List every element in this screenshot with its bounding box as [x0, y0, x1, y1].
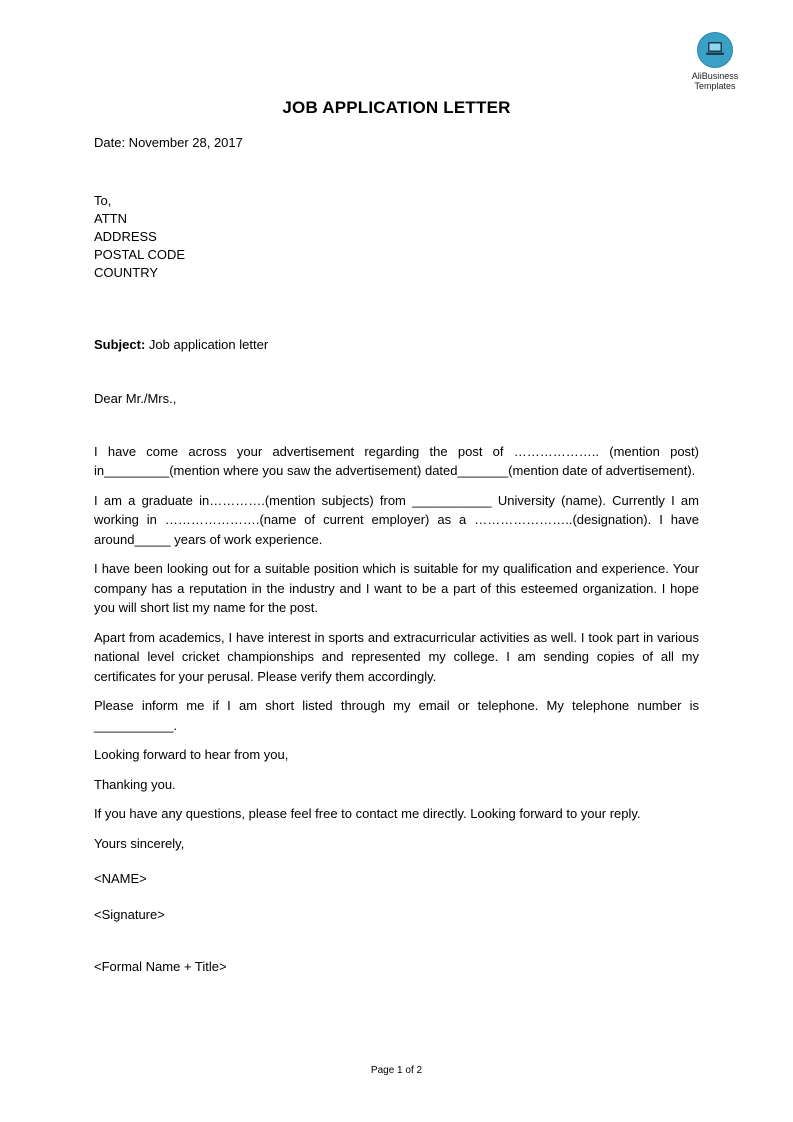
address-line: POSTAL CODE [94, 246, 186, 262]
closing-line: Yours sincerely, [94, 835, 185, 851]
closing-line: Thanking you. [94, 776, 176, 792]
laptop-icon [697, 32, 733, 68]
closing-line: Looking forward to hear from you, [94, 747, 289, 762]
letter-body [94, 133, 699, 977]
sender-signature: <Signature> [94, 906, 165, 922]
address-line: COUNTRY [94, 264, 159, 280]
body-paragraph: Please inform me if I am short listed through my email or telephone. My telephone number is ___________. [94, 698, 699, 733]
subject-text: Job application letter [145, 336, 269, 352]
body-paragraph: I am a graduate in………….(mention subjects) from ___________ University (name). Currently I am working in ………………….(name of current employer) as a …………………..(designation). I have around_____ years of work experience. [94, 492, 699, 547]
body-paragraph: I have come across your advertisement regarding the post of ……………….. (mention post) in_________(mention where you saw the advertisement) dated_______(mention date of advertisement). [94, 443, 699, 478]
sender-formal-name: <Formal Name + Title> [94, 959, 227, 974]
body-paragraph: I have been looking out for a suitable position which is suitable for my qualification and experience. Your company has a reputation in the industry and I want to be a part of this esteemed organization. I hope you will short list my name for the post. [94, 561, 699, 615]
salutation: Dear Mr./Mrs., [94, 391, 177, 406]
closing-line: If you have any questions, please feel free to contact me directly. Looking forward to your reply. [94, 806, 641, 821]
logo-text: AliBusiness Templates [691, 71, 739, 91]
sender-name: <NAME> [94, 871, 147, 886]
body-paragraph: Apart from academics, I have interest in sports and extracurricular activities as well. I took part in various national level cricket championships and represented my college. I am sending copies of all my certificates for your perusal. Please verify them accordingly. [94, 629, 699, 684]
subject-label: Subject: [94, 336, 146, 352]
address-line: ADDRESS [94, 228, 157, 244]
subject-line [94, 335, 699, 355]
document-title: JOB APPLICATION LETTER [282, 98, 511, 117]
address-line: ATTN [94, 210, 127, 226]
address-line: To, [94, 192, 112, 208]
page-number: Page 1 of 2 [370, 1065, 423, 1076]
brand-logo [680, 32, 750, 91]
letter-date: Date: November 28, 2017 [94, 135, 243, 150]
recipient-address [94, 192, 699, 282]
